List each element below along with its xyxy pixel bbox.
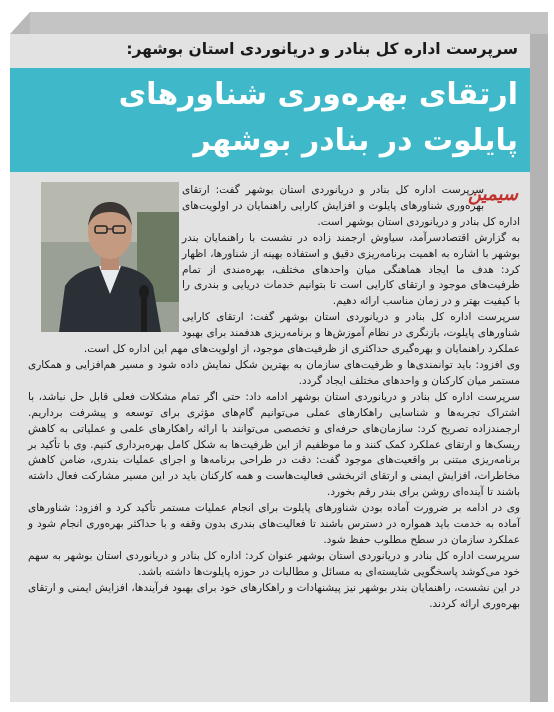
article-paragraph: وی افزود: باید توانمندی‌ها و ظرفیت‌های سازمان به بهترین شکل نمایش داده شود و مسیر هم‌افزایی و همکاری مستمر میان کارکنان و واحدهای مختلف ایجاد گردد. xyxy=(28,358,520,387)
clipping-box-side xyxy=(530,34,548,702)
article-paragraph: سرپرست اداره کل بنادر و دریانوردی استان بوشهر عنوان کرد: اداره کل بنادر و دریانوردی استان بوشهر به سهم خود می‌کوشد پاسخگویی شایسته‌ای به مسائل و مطالبات در حوزه پایلوت‌ها داشته باشد. xyxy=(28,549,520,578)
article-paragraph: وی در ادامه بر ضرورت آماده بودن شناورهای پایلوت برای انجام عملیات مستمر تأکید کرد و افزود: شناورهای آماده به خدمت باید همواره در دسترس باشند تا فعالیت‌های بندری بدون وقفه و با حداکثر بهره‌وری انجام شود و عملکرد سازمان در سطح مطلوب حفظ شود. xyxy=(28,502,520,546)
article-paragraph: در این نشست، راهنمایان بندر بوشهر نیز پیشنهادات و راهکارهای خود برای بهبود فرآیندها، افزایش ایمنی و ارتقای بهره‌وری ارائه کردند. xyxy=(28,581,520,610)
article-paragraph: سرپرست اداره کل بنادر و دریانوردی استان بوشهر ادامه داد: حتی اگر تمام مشکلات فعلی قابل حل نباشد، با اشتراک تجربه‌ها و شناسایی راهکارهای عملی می‌توانیم گام‌های مؤثری برای توسعه و پیشرفت برداریم. ارجمندزاده تصریح کرد: سازمان‌های حرفه‌ای و تخصصی می‌توانند با ارائه راهکارهای علمی و عملیاتی به کاهش ریسک‌ها و ارتقای عملکرد کمک کنند و ما موظفیم از این ظرفیت‌ها به شکل کامل بهره‌برداری کنیم. وی با تأکید بر برنامه‌ریزی مبتنی بر واقعیت‌های موجود گفت: دقت در طراحی برنامه‌ها و اجرای عملیات بندری، ضامن کاهش مخاطرات، افزایش ایمنی و ارتقای اثربخشی فعالیت‌هاست و همه کارکنان باید در این مسیر مشارکت فعال داشته باشند تا آینده‌ای روشن برای بندر رقم بخورد. xyxy=(28,390,520,499)
article-body xyxy=(28,183,520,703)
kicker-line: سرپرست اداره کل بنادر و دریانوردی استان بوشهر: xyxy=(126,40,518,58)
article-paragraph: به گزارش اقتصادسرآمد، سیاوش ارجمند زاده در نشست با راهنمایان بندر بوشهر با اشاره به اهمیت برنامه‌ریزی دقیق و استفاده بهینه از شناورها، اظهار کرد: هدف ما ایجاد هماهنگی میان واحدهای مختلف، بهره‌مندی از تمام ظرفیت‌های موجود و ارتقای کارایی است تا بتوانیم خدمات دریایی و بندری را با کیفیت بهتر و در زمان مناسب ارائه دهیم. xyxy=(182,231,520,308)
clipping-box-fold xyxy=(10,12,30,34)
article-paragraph: سرپرست اداره کل بنادر و دریانوردی استان بوشهر گفت: ارتقای بهره‌وری شناورهای پایلوت و افزایش کارایی راهنمایان در اولویت‌های اداره کل بنادر و دریانوردی استان بوشهر است. xyxy=(182,184,520,228)
article-paragraph: سرپرست اداره کل بنادر و دریانوردی استان بوشهر گفت: ارتقای کارایی شناورهای پایلوت، بازنگری در نظام آموزش‌ها و برنامه‌ریزی هدفمند برای بهبود عملکرد راهنمایان و بهره‌گیری حداکثری از ظرفیت‌های موجود، از اولویت‌های مهم این اداره کل است. xyxy=(83,311,520,356)
headline: ارتقای بهره‌وری شناورهای پایلوت در بنادر بوشهر xyxy=(118,77,518,158)
photo-spacer xyxy=(28,183,182,341)
publication-logo: سیمین xyxy=(467,184,518,205)
logo-spacer xyxy=(484,183,520,199)
